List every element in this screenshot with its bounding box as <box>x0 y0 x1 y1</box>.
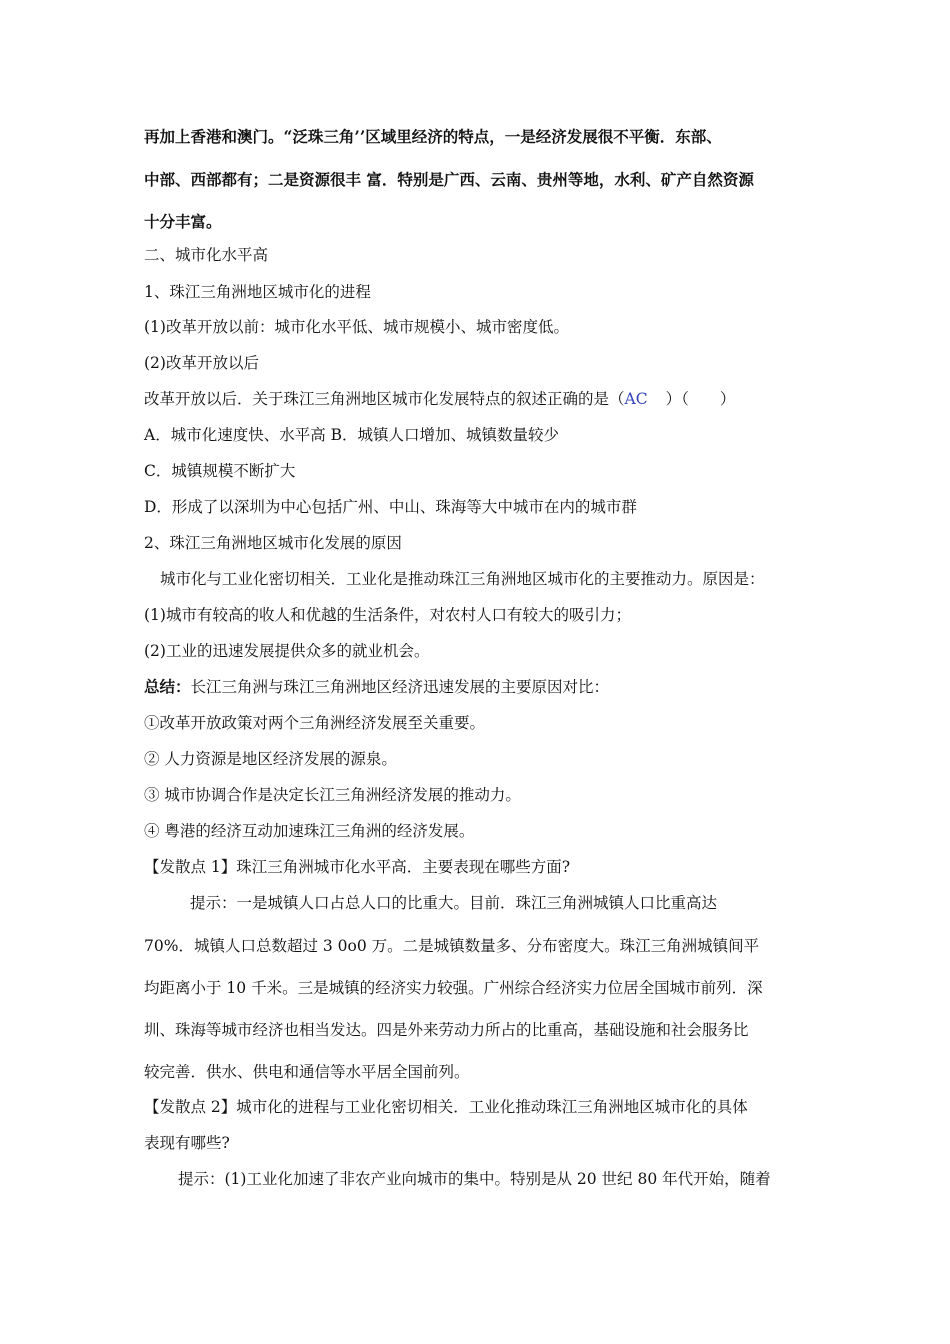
point-1-hint-line-2: 70%．城镇人口总数超过 3 0o0 万。二是城镇数量多、分布密度大。珠江三角洲城镇间平 <box>144 937 760 955</box>
point-1-hint-line-3: 均距离小于 10 千米。三是城镇的经济实力较强。广州综合经济实力位居全国城市前列．深 <box>144 979 763 997</box>
subsection-heading-1: 1、珠江三角洲地区城市化的进程 <box>144 283 371 301</box>
summary-point-2: ② 人力资源是地区经济发展的源泉。 <box>144 750 397 768</box>
point-2-title-line-2: 表现有哪些? <box>144 1134 230 1152</box>
point-1-title: 【发散点 1】珠江三角洲城市化水平高．主要表现在哪些方面? <box>144 858 571 876</box>
option-a-b: A．城市化速度快、水平高 B．城镇人口增加、城镇数量较少 <box>144 426 560 444</box>
summary-point-3: ③ 城市协调合作是决定长江三角洲经济发展的推动力。 <box>144 786 521 804</box>
question-answer: AC <box>624 390 648 408</box>
point-1-hint-line-4: 圳、珠海等城市经济也相当发达。四是外来劳动力所占的比重高，基础设施和社会服务比 <box>144 1021 749 1039</box>
reason-intro: 城市化与工业化密切相关．工业化是推动珠江三角洲地区城市化的主要推动力。原因是： <box>160 570 765 588</box>
intro-line-2: 中部、西部都有；二是资源很丰 富．特别是广西、云南、贵州等地，水利、矿产自然资源 <box>144 170 754 189</box>
reason-1: (1)城市有较高的收人和优越的生活条件，对农村人口有较大的吸引力； <box>144 606 631 624</box>
reason-2: (2)工业的迅速发展提供众多的就业机会。 <box>144 642 430 660</box>
point-2-title-line-1: 【发散点 2】城市化的进程与工业化密切相关．工业化推动珠江三角洲地区城市化的具体 <box>144 1098 748 1116</box>
process-item-1: (1)改革开放以前：城市化水平低、城市规模小、城市密度低。 <box>144 318 569 336</box>
process-item-2: (2)改革开放以后 <box>144 354 259 372</box>
summary-point-4: ④ 粤港的经济互动加速珠江三角洲的经济发展。 <box>144 822 475 840</box>
summary-text: 长江三角洲与珠江三角洲地区经济迅速发展的主要原因对比： <box>190 678 610 696</box>
point-1-hint-line-1: 提示：一是城镇人口占总人口的比重大。目前．珠江三角洲城镇人口比重高达 <box>190 894 718 912</box>
summary-label: 总结： <box>144 677 191 696</box>
point-1-hint-line-5: 较完善．供水、供电和通信等水平居全国前列。 <box>144 1063 470 1081</box>
summary-line <box>144 677 814 697</box>
summary-point-1: ①改革开放政策对两个三角洲经济发展至关重要。 <box>144 714 486 732</box>
point-2-hint-line-1: 提示：(1)工业化加速了非农产业向城市的集中。特别是从 20 世纪 80 年代开始，随着 <box>178 1170 771 1188</box>
question-suffix: ）（ ） <box>665 390 736 408</box>
intro-line-1: 再加上香港和澳门。“泛珠三角’’区域里经济的特点，一是经济发展很不平衡．东部、 <box>144 127 722 146</box>
intro-line-3: 十分丰富。 <box>144 212 222 231</box>
section-heading: 二、城市化水平高 <box>144 246 269 264</box>
question-prefix: 改革开放以后．关于珠江三角洲地区城市化发展特点的叙述正确的是（ <box>144 390 625 408</box>
option-d: D．形成了以深圳为中心包括广州、中山、珠海等大中城市在内的城市群 <box>144 498 637 516</box>
subsection-heading-2: 2、珠江三角洲地区城市化发展的原因 <box>144 534 402 552</box>
option-c: C．城镇规模不断扩大 <box>144 462 296 480</box>
question-line <box>144 389 814 409</box>
